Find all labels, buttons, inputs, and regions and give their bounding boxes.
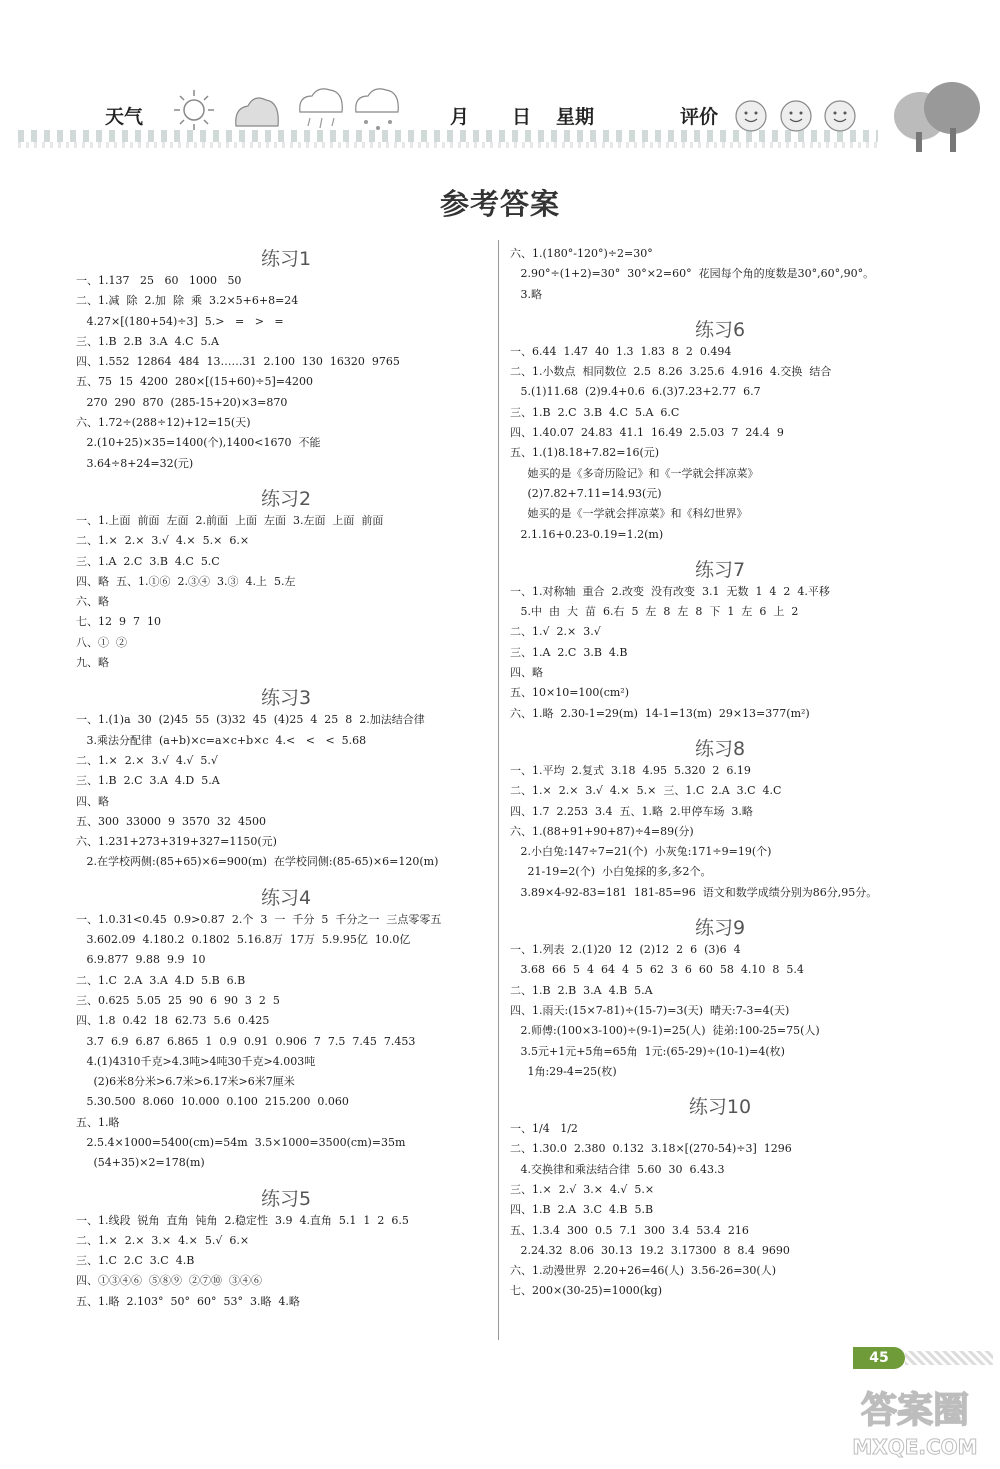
page-number: 45 <box>853 1347 905 1369</box>
answer-line: 四、略 五、1.①⑥ 2.③④ 3.③ 4.上 5.左 <box>76 574 296 588</box>
day-label: 日 <box>512 106 532 128</box>
answer-line: 五、1.3.4 300 0.5 7.1 300 3.4 53.4 216 <box>510 1223 749 1237</box>
answer-line: (2)7.82+7.11=14.93(元) <box>510 486 662 500</box>
answer-line: 四、略 <box>510 666 543 680</box>
answer-line: (2)6米8分米>6.7米>6.17米>6米7厘米 <box>76 1075 295 1089</box>
answer-line: 四、1.8 0.42 18 62.73 5.6 0.425 <box>76 1014 270 1028</box>
decorative-border <box>18 142 878 148</box>
answer-line: 二、1.C 2.A 3.A 4.D 5.B 6.B <box>76 973 246 987</box>
answer-line: 四、①③④⑥ ⑤⑧⑨ ②⑦⑩ ③④⑥ <box>76 1274 262 1288</box>
exercise-section <box>510 1092 930 1302</box>
answer-line: 四、1.7 2.253 3.4 五、1.略 2.甲停车场 3.略 <box>510 804 753 818</box>
answer-line: 4.(1)4310千克>4.3吨>4吨30千克>4.003吨 <box>76 1054 316 1068</box>
answer-line: 一、1.平均 2.复式 3.18 4.95 5.320 2 6.19 <box>510 763 751 777</box>
answer-line: 21-19=2(个) 小白兔採的多,多2个。 <box>510 865 712 879</box>
answer-line: 4.交换律和乘法结合律 5.60 30 6.43.3 <box>510 1162 725 1176</box>
answer-line: 2.5.4×1000=5400(cm)=54m 3.5×1000=3500(cm)=35m <box>76 1135 406 1149</box>
exercise-section <box>76 1184 496 1312</box>
answer-line: (54+35)×2=178(m) <box>76 1156 205 1170</box>
answer-line: 3.64÷8+24=32(元) <box>76 456 194 470</box>
page-header <box>0 0 1000 160</box>
answer-line: 三、1.A 2.C 3.B 4.B <box>510 645 628 659</box>
exercise-section <box>76 244 496 474</box>
answer-line: 二、1.30.0 2.380 0.132 3.18×[(270-54)÷3] 1296 <box>510 1142 792 1156</box>
answer-line: 六、1.(88+91+90+87)÷4=89(分) <box>510 824 694 838</box>
answer-line: 三、1.× 2.√ 3.× 4.√ 5.× <box>510 1182 655 1196</box>
answer-line: 4.27×[(180+54)÷3] 5.> = > = <box>76 314 284 328</box>
answer-line: 六、1.略 2.30-1=29(m) 14-1=13(m) 29×13=377(m²) <box>510 706 810 720</box>
sun-icon <box>172 88 216 132</box>
section-title: 练习6 <box>694 318 746 341</box>
answer-line: 3.7 6.9 6.87 6.865 1 0.9 0.91 0.906 7 7.5 7.45 7.453 <box>76 1034 416 1048</box>
answer-line: 一、1.上面 前面 左面 2.前面 上面 左面 3.左面 上面 前面 <box>76 513 384 527</box>
answer-line: 六、1.(180°-120°)÷2=30° <box>510 247 653 260</box>
month-label: 月 <box>450 106 470 128</box>
section-title: 练习9 <box>694 917 746 940</box>
answer-line: 三、1.C 2.C 3.C 4.B <box>76 1254 195 1268</box>
right-column <box>510 244 930 1302</box>
answer-line: 四、1.雨天:(15×7-81)÷(15-7)=3(天) 晴天:7-3=4(天) <box>510 1003 790 1017</box>
exercise-section <box>76 683 496 872</box>
answer-line: 二、1.√ 2.× 3.√ <box>510 625 601 639</box>
smiley-icon <box>778 98 814 134</box>
answer-line: 她买的是《多奇历险记》和《一学就会拌凉菜》 <box>510 466 759 480</box>
section-title: 练习8 <box>694 737 746 760</box>
answer-line: 四、1.40.07 24.83 41.1 16.49 2.5.03 7 24.4 9 <box>510 426 784 440</box>
answer-line: 2.(10+25)×35=1400(个),1400<1670 不能 <box>76 436 321 450</box>
answer-line: 5.(1)11.68 (2)9.4+0.6 6.(3)7.23+2.77 6.7 <box>510 385 761 399</box>
cloud-icon <box>232 94 282 128</box>
answer-line: 三、0.625 5.05 25 90 6 90 3 2 5 <box>76 993 280 1007</box>
answer-line: 5.30.500 8.060 10.000 0.100 215.200 0.060 <box>76 1095 349 1109</box>
answer-line: 一、1.线段 锐角 直角 钝角 2.稳定性 3.9 4.直角 5.1 1 2 6.5 <box>76 1213 409 1227</box>
answer-line: 6.9.877 9.88 9.9 10 <box>76 953 206 967</box>
answer-line: 3.5元+1元+5角=65角 1元:(65-29)÷(10-1)=4(枚) <box>510 1044 785 1058</box>
answer-line: 一、1.列表 2.(1)20 12 (2)12 2 6 (3)6 4 <box>510 943 741 957</box>
weekday-label: 星期 <box>556 106 595 128</box>
decorative-border <box>18 130 878 142</box>
answer-line: 一、6.44 1.47 40 1.3 1.83 8 2 0.494 <box>510 344 732 358</box>
answer-line: 3.68 66 5 4 64 4 5 62 3 6 60 58 4.10 8 5.4 <box>510 963 804 977</box>
exercise-section <box>510 734 930 903</box>
rating-label: 评价 <box>680 106 719 128</box>
section-title: 练习7 <box>694 558 746 581</box>
answer-line: 一、1.137 25 60 1000 50 <box>76 274 242 287</box>
answer-line: 二、1.小数点 相同数位 2.5 8.26 3.25.6 4.916 4.交换 结合 <box>510 365 832 379</box>
answer-line: 四、1.552 12864 484 13……31 2.100 130 16320 9765 <box>76 355 400 369</box>
answer-line: 一、1.对称轴 重合 2.改变 没有改变 3.1 无数 1 4 2 4.平移 <box>510 584 830 598</box>
answer-line: 五、10×10=100(cm²) <box>510 686 630 700</box>
answer-line: 2.90°÷(1+2)=30° 30°×2=60° 花园每个角的度数是30°,60°,90°。 <box>510 267 875 281</box>
page-number-badge <box>853 1347 993 1369</box>
answer-line: 2.24.32 8.06 30.13 19.2 3.17300 8 8.4 9690 <box>510 1243 790 1257</box>
answer-line: 2.1.16+0.23-0.19=1.2(m) <box>510 527 664 541</box>
smiley-icon <box>822 98 858 134</box>
answer-line: 二、1.× 2.× 3.√ 4.× 5.× 三、1.C 2.A 3.C 4.C <box>510 784 782 798</box>
answer-line: 四、1.B 2.A 3.C 4.B 5.B <box>510 1203 654 1217</box>
section-title: 练习2 <box>260 487 312 510</box>
answer-line: 三、1.B 2.C 3.A 4.D 5.A <box>76 774 220 788</box>
watermark-logo <box>840 1372 990 1462</box>
answer-line: 四、略 <box>76 794 109 808</box>
exercise-section <box>76 484 496 673</box>
exercise-section <box>76 883 496 1174</box>
answer-line: 六、1.231+273+319+327=1150(元) <box>76 835 277 849</box>
answer-line: 七、12 9 7 10 <box>76 615 161 629</box>
answer-line: 二、1.减 除 2.加 除 乘 3.2×5+6+8=24 <box>76 294 299 308</box>
answer-line: 2.小白兔:147÷7=21(个) 小灰兔:171÷9=19(个) <box>510 845 772 859</box>
weather-label: 天气 <box>105 106 144 128</box>
answer-line: 二、1.× 2.× 3.× 4.× 5.√ 6.× <box>76 1233 250 1247</box>
answer-line: 五、1.(1)8.18+7.82=16(元) <box>510 446 660 460</box>
answer-line: 3.89×4-92-83=181 181-85=96 语文和数学成绩分别为86分,95分。 <box>510 885 878 899</box>
answer-line: 六、1.动漫世界 2.20+26=46(人) 3.56-26=30(人) <box>510 1264 776 1278</box>
svg-text:MXQE.COM: MXQE.COM <box>852 1435 978 1459</box>
tree-icon <box>890 80 985 155</box>
answer-line: 一、1.0.31<0.45 0.9>0.87 2.个 3 一 千分 5 千分之一 三点零零五 <box>76 912 442 926</box>
exercise-section <box>510 913 930 1082</box>
left-column <box>76 244 496 1312</box>
section-title: 练习5 <box>260 1187 312 1210</box>
exercise-section <box>510 555 930 724</box>
smiley-icon <box>733 98 769 134</box>
exercise-section <box>510 244 930 305</box>
answer-line: 二、1.B 2.B 3.A 4.B 5.A <box>510 983 653 997</box>
answer-line: 二、1.× 2.× 3.√ 4.√ 5.√ <box>76 753 218 767</box>
section-title: 练习4 <box>260 886 312 909</box>
answer-line: 五、75 15 4200 280×[(15+60)÷5]=4200 <box>76 375 313 389</box>
answer-line: 1角:29-4=25(枚) <box>510 1064 617 1078</box>
answer-line: 五、1.略 2.103° 50° 60° 53° 3.略 4.略 <box>76 1294 300 1308</box>
answer-line: 一、1.(1)a 30 (2)45 55 (3)32 45 (4)25 4 25 8 2.加法结合律 <box>76 713 425 727</box>
column-divider <box>498 240 499 1340</box>
answer-line: 五、1.略 <box>76 1115 120 1129</box>
answer-line: 一、1/4 1/2 <box>510 1122 578 1136</box>
answer-line: 3.略 <box>510 287 542 301</box>
answer-line: 三、1.B 2.C 3.B 4.C 5.A 6.C <box>510 405 680 419</box>
answer-line: 270 290 870 (285-15+20)×3=870 <box>76 395 288 409</box>
answer-line: 三、1.A 2.C 3.B 4.C 5.C <box>76 554 220 568</box>
page-number-tail <box>905 1351 993 1365</box>
answer-line: 二、1.× 2.× 3.√ 4.× 5.× 6.× <box>76 534 250 548</box>
answer-line: 5.中 由 大 苗 6.右 5 左 8 左 8 下 1 左 6 上 2 <box>510 605 799 619</box>
answer-line: 2.师傅:(100×3-100)÷(9-1)=25(人) 徒弟:100-25=75(人) <box>510 1024 820 1038</box>
answer-line: 3.乘法分配律 (a+b)×c=a×c+b×c 4.< < < 5.68 <box>76 733 367 747</box>
answer-line: 六、1.72÷(288÷12)+12=15(天) <box>76 416 251 430</box>
answer-line: 五、300 33000 9 3570 32 4500 <box>76 814 266 828</box>
answer-line: 六、略 <box>76 595 109 609</box>
exercise-section <box>510 315 930 545</box>
svg-text:答案圈: 答案圈 <box>860 1390 970 1431</box>
section-title: 练习1 <box>260 248 312 270</box>
answer-line: 八、① ② <box>76 635 127 649</box>
answer-line: 她买的是《一学就会拌凉菜》和《科幻世界》 <box>510 507 748 521</box>
answer-line: 九、略 <box>76 656 109 670</box>
answer-line: 2.在学校两侧:(85+65)×6=900(m) 在学校同侧:(85-65)×6=120(m) <box>76 855 439 869</box>
section-title: 练习10 <box>688 1096 752 1119</box>
answer-line: 七、200×(30-25)=1000(kg) <box>510 1284 663 1298</box>
answer-line: 3.602.09 4.180.2 0.1802 5.16.8万 17万 5.9.95亿 10.0亿 <box>76 933 411 947</box>
page-title: 参考答案 <box>439 187 560 221</box>
answer-line: 三、1.B 2.B 3.A 4.C 5.A <box>76 334 219 348</box>
section-title: 练习3 <box>260 687 312 710</box>
